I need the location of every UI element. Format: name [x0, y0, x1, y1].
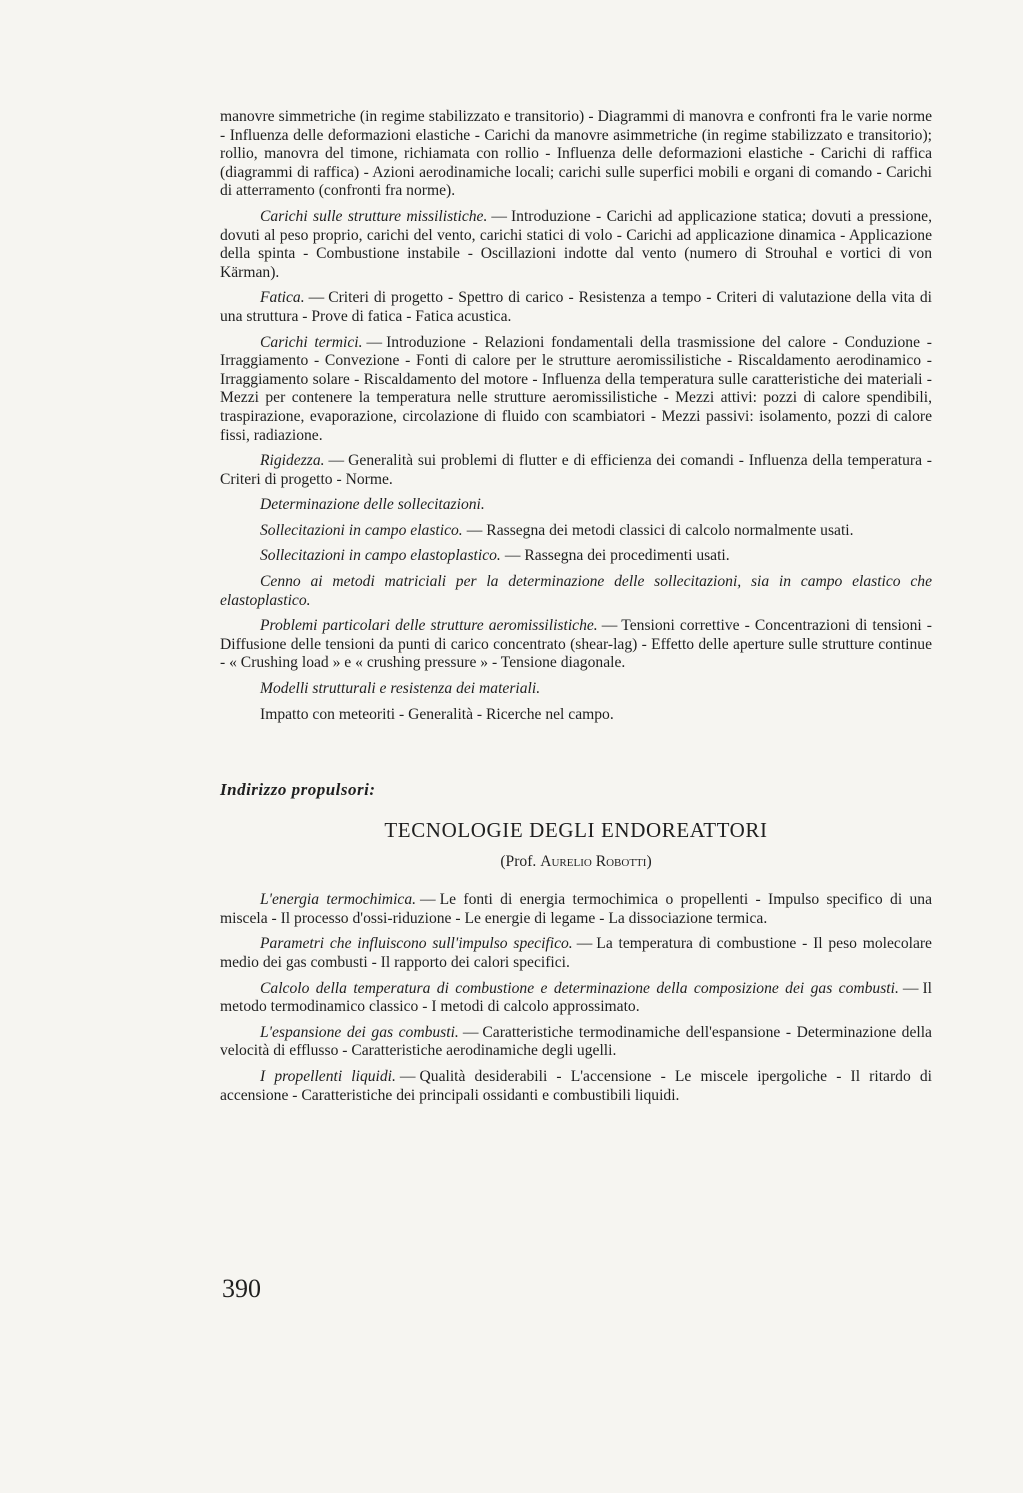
paragraph-matrix-methods — [220, 573, 932, 610]
page-content — [220, 108, 932, 1112]
text-missile-loads: Introduzione - Carichi ad applicazione statica; dovuti a pressione, dovuti al peso proprio, carichi del vento, carichi statici di volo - Carichi ad applicazione dinamica - Applicazione della spinta - Combustione instabile - Oscillazioni indotte dal vento (numero di Strouhal e vortici di von Kärman). — [220, 207, 932, 281]
text-liquid-propellants: Qualità desiderabili - L'accensione - Le miscele ipergoliche - Il ritardo di accensione - Caratteristiche dei principali ossidanti e combustibili liquidi. — [220, 1067, 932, 1104]
text-special-problems: Tensioni correttive - Concentrazioni di tensioni - Diffusione delle tensioni da punti di carico concentrato (shear-lag) - Effetto delle aperture sulle strutture continue - « Crushing load » e « crushing pressure » - Tensione diagonale. — [220, 617, 932, 672]
heading-structural-models: Modelli strutturali e resistenza dei materiali. — [260, 680, 541, 698]
text-elastoplastic-stress: Rassegna dei procedimenti usati. — [524, 547, 730, 565]
page-number: 390 — [222, 1274, 261, 1303]
paragraph-stress-determination — [220, 496, 932, 515]
paragraph-missile-loads: Carichi sulle strutture missilistiche. — Introduzione - Carichi ad applicazione statica; dovuti a pressione, dovuti al peso proprio, carichi del vento, carichi statici di volo - Carichi ad applicazione dinamica - Applicazione della spinta - Combustione instabile - Oscillazioni indotte dal vento (numero di Strouhal e vortici di von Kärman). — [220, 207, 932, 281]
text-specific-impulse: La temperatura di combustione - Il peso molecolare medio dei gas combusti - Il rapporto dei calori specifici. — [220, 935, 932, 971]
paragraph-elastic-stress: Sollecitazioni in campo elastico. — Rassegna dei metodi classici di calcolo normalmente usati. — [260, 521, 854, 539]
heading-special-problems: Problemi particolari delle strutture aeromissilistiche. — [260, 617, 598, 635]
heading-thermochemical-energy: L'energia termochimica. — [260, 891, 417, 909]
heading-combustion-temperature: Calcolo della temperatura di combustione e determinazione della composizione dei gas combusti. — [260, 979, 899, 997]
heading-gas-expansion: L'espansione dei gas combusti. — [260, 1023, 459, 1041]
text-thermochemical-energy: Le fonti di energia termochimica o propellenti - Impulso specifico di una miscela - Il processo d'ossi-riduzione - Le energie di legame - La dissociazione termica. — [220, 891, 933, 927]
heading-liquid-propellants: I propellenti liquidi. — [260, 1067, 396, 1085]
paragraph-liquid-propellants: I propellenti liquidi. — Qualità desiderabili - L'accensione - Le miscele ipergoliche - Il ritardo di accensione - Caratteristiche dei principali ossidanti e combustibili liquidi. — [220, 1067, 932, 1104]
heading-stiffness: Rigidezza. — [260, 452, 325, 470]
text-gas-expansion: Caratteristiche termodinamiche dell'espansione - Determinazione della velocità di efflusso - Caratteristiche aerodinamiche degli ugelli. — [220, 1023, 932, 1060]
paragraph-elastoplastic-stress: Sollecitazioni in campo elastoplastico. — Rassegna dei procedimenti usati. — [260, 547, 730, 565]
text-combustion-temperature: Il metodo termodinamico classico - I metodi di calcolo approssimato. — [220, 979, 932, 1016]
paragraph-intro: manovre simmetriche (in regime stabilizzato e transitorio) - Diagrammi di manovra e confronti fra le varie norme - Influenza delle deformazioni elastiche - Carichi da manovre asimmetriche (in regime stabilizzato e transitorio); rollio, manovra del timone, richiamata con rollio - Influenza delle deformazioni elastiche - Carichi di raffica (diagrammi di raffica) - Azioni aerodinamiche locali; carichi sulle superfici mobili e organi di comando - Carichi di atterramento (confronti fra norme). — [220, 108, 932, 200]
heading-elastic-stress: Sollecitazioni in campo elastico. — [260, 521, 463, 539]
paragraph-thermal-loads: Carichi termici. — Introduzione - Relazioni fondamentali della trasmissione del calore - Conduzione - Irraggiamento - Convezione - Fonti di calore per le strutture aeromissilistiche - Riscaldamento aerodinamico - Irraggiamento solare - Riscaldamento del motore - Influenza della temperatura sulle caratteristiche dei materiali - Mezzi per contenere la temperatura nelle strutture aeromissilistiche - Mezzi attivi: pozzi di calore spendibili, traspirazione, evaporazione, circolazione di fluido con scambiatori - Mezzi passivi: isolamento, pozzi di calore fissi, radiazione. — [220, 333, 932, 444]
paragraph-specific-impulse: Parametri che influiscono sull'impulso specifico. — La temperatura di combustione - Il peso molecolare medio dei gas combusti - Il rapporto dei calori specifici. — [220, 935, 932, 971]
text-thermal-loads: Introduzione - Relazioni fondamentali della trasmissione del calore - Conduzione - Irraggiamento - Convezione - Fonti di calore per le strutture aeromissilistiche - Riscaldamento aerodinamico - Irraggiamento solare - Riscaldamento del motore - Influenza della temperatura sulle caratteristiche dei materiali - Mezzi per contenere la temperatura nelle strutture aeromissilistiche - Mezzi attivi: pozzi di calore spendibili, traspirazione, evaporazione, circolazione di fluido con scambiatori - Mezzi passivi: isolamento, pozzi di calore fissi, radiazione. — [220, 333, 932, 444]
heading-specific-impulse: Parametri che influiscono sull'impulso specifico. — [260, 935, 573, 953]
heading-matrix-methods: Cenno ai metodi matriciali per la determinazione delle sollecitazioni, sia in campo elastico che elastoplastico. — [220, 573, 932, 609]
paragraph-structural-models — [220, 680, 932, 699]
text-fatigue: Criteri di progetto - Spettro di carico - Resistenza a tempo - Criteri di valutazione della vita di una struttura - Prove di fatica - Fatica acustica. — [220, 289, 932, 325]
course-author: (Prof. Aurelio Robotti) — [500, 853, 652, 871]
author-name: Aurelio Robotti — [540, 853, 647, 871]
text-stiffness: Generalità sui problemi di flutter e di efficienza dei comandi - Influenza della temperatura - Criteri di progetto - Norme. — [220, 452, 932, 488]
paragraph-meteorites: Impatto con meteoriti - Generalità - Ricerche nel campo. — [260, 705, 614, 723]
section-heading-propulsion: Indirizzo propulsori: — [220, 780, 376, 800]
heading-stress-determination: Determinazione delle sollecitazioni. — [260, 496, 485, 514]
paragraph-special-problems: Problemi particolari delle strutture aeromissilistiche. — Tensioni correttive - Concentrazioni di tensioni - Diffusione delle tensioni da punti di carico concentrato (shear-lag) - Effetto delle aperture sulle strutture continue - « Crushing load » e « crushing pressure » - Tensione diagonale. — [220, 617, 932, 672]
paragraph-stiffness: Rigidezza. — Generalità sui problemi di flutter e di efficienza dei comandi - Influenza della temperatura - Criteri di progetto - Norme. — [220, 452, 932, 488]
heading-thermal-loads: Carichi termici. — [260, 333, 363, 351]
paragraph-thermochemical-energy: L'energia termochimica. — Le fonti di energia termochimica o propellenti - Impulso specifico di una miscela - Il processo d'ossi-riduzione - Le energie di legame - La dissociazione termica. — [220, 891, 933, 927]
paragraph-gas-expansion: L'espansione dei gas combusti. — Caratteristiche termodinamiche dell'espansione - Determinazione della velocità di efflusso - Caratteristiche aerodinamiche degli ugelli. — [220, 1023, 932, 1060]
paragraph-fatigue: Fatica. — Criteri di progetto - Spettro di carico - Resistenza a tempo - Criteri di valutazione della vita di una struttura - Prove di fatica - Fatica acustica. — [220, 289, 932, 325]
course-title: TECNOLOGIE DEGLI ENDOREATTORI — [384, 818, 768, 843]
heading-fatigue: Fatica. — [260, 289, 305, 307]
heading-elastoplastic-stress: Sollecitazioni in campo elastoplastico. — [260, 547, 501, 565]
text-elastic-stress: Rassegna dei metodi classici di calcolo normalmente usati. — [486, 521, 854, 539]
paragraph-combustion-temperature: Calcolo della temperatura di combustione e determinazione della composizione dei gas combusti. — Il metodo termodinamico classico - I metodi di calcolo approssimato. — [220, 979, 932, 1016]
heading-missile-loads: Carichi sulle strutture missilistiche. — [260, 207, 488, 225]
